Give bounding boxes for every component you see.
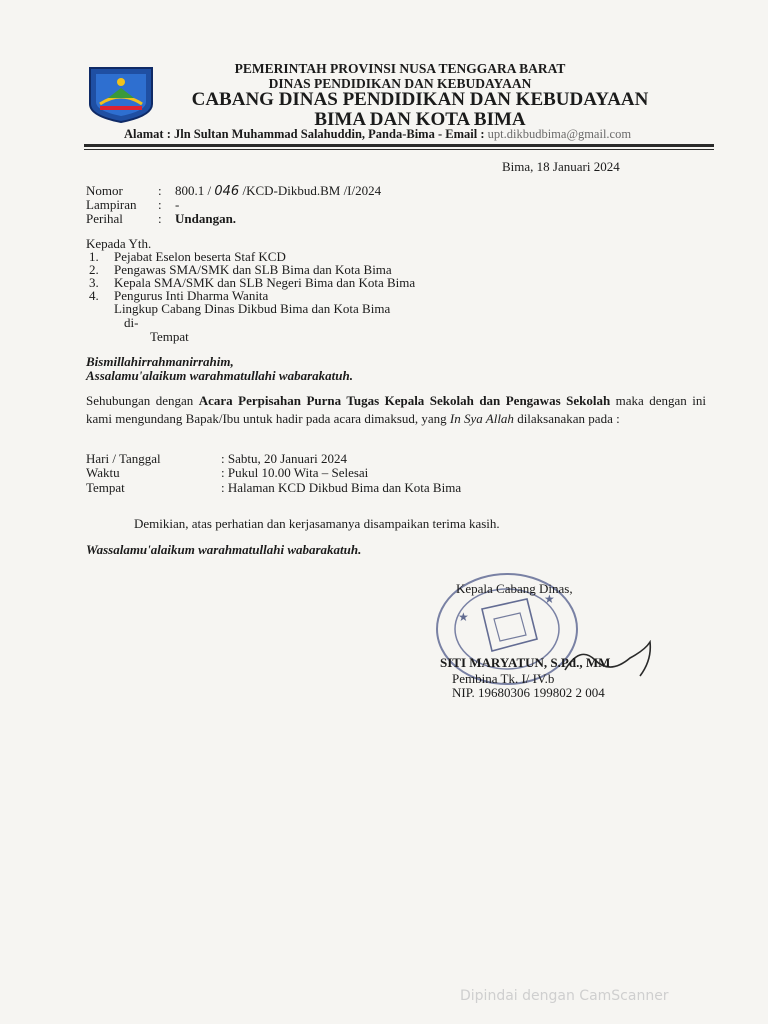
- ntb-province-logo: [86, 64, 156, 124]
- signatory-name: SITI MARYATUN, S.Pd., MM: [440, 655, 611, 670]
- recipient-num: 4.: [89, 288, 99, 303]
- nomor-suffix: /KCD-Dikbud.BM /I/2024: [242, 183, 382, 198]
- svg-text:★: ★: [458, 610, 469, 624]
- recipient-item: Kepala SMA/SMK dan SLB Negeri Bima dan Kota Bima: [114, 275, 416, 290]
- signatory-nip: NIP. 19680306 199802 2 004: [452, 685, 605, 700]
- recipient-num: 3.: [89, 275, 99, 290]
- greeting-salam: Assalamu'alaikum warahmatullahi wabarakatuh.: [86, 368, 353, 383]
- signatory-rank: Pembina Tk. I/ IV.b: [452, 671, 555, 686]
- header-region: BIMA DAN KOTA BIMA: [314, 109, 526, 130]
- nomor-colon: :: [158, 183, 162, 198]
- para-part: maka dengan ini kami mengundang Bapak/Ibu untuk hadir pada acara dimaksud, yang: [86, 393, 706, 426]
- scanner-watermark: Dipindai dengan CamScanner: [460, 988, 669, 1004]
- recipient-heading: Kepada Yth.: [86, 236, 152, 251]
- recipient-item: Pengurus Inti Dharma Wanita: [114, 288, 269, 303]
- nomor-value: [175, 183, 381, 199]
- closing-text: Demikian, atas perhatian dan kerjasamanya disampaikan terima kasih.: [134, 516, 500, 531]
- recipient-tempat: Tempat: [150, 329, 189, 344]
- signatory-title: Kepala Cabang Dinas,: [456, 581, 573, 596]
- perihal-colon: :: [158, 211, 162, 226]
- perihal-label: Perihal: [86, 211, 123, 226]
- address-text: Alamat : Jln Sultan Muhammad Salahuddin, Panda-Bima - Email :: [124, 127, 488, 141]
- event-name: Acara Perpisahan Purna Tugas Kepala Sekolah dan Pengawas Sekolah: [198, 393, 611, 408]
- recipient-item: Pengawas SMA/SMK dan SLB Bima dan Kota Bima: [114, 262, 392, 277]
- insya-allah: In Sya Allah: [449, 411, 514, 426]
- detail-value: : Sabtu, 20 Januari 2024: [221, 451, 348, 466]
- header-branch: CABANG DINAS PENDIDIKAN DAN KEBUDAYAAN: [191, 89, 649, 110]
- recipient-item-continuation: Lingkup Cabang Dinas Dikbud Bima dan Kota Bima: [114, 301, 391, 316]
- recipient-num: 1.: [89, 249, 99, 264]
- recipient-item: Pejabat Eselon beserta Staf KCD: [114, 249, 286, 264]
- detail-label: Waktu: [86, 465, 120, 480]
- farewell-text: Wassalamu'alaikum warahmatullahi wabarakatuh.: [86, 542, 362, 557]
- header-rule-thick: [84, 144, 714, 147]
- lampiran-value: -: [175, 197, 180, 212]
- recipient-num: 2.: [89, 262, 99, 277]
- recipient-di: di-: [124, 315, 139, 330]
- header-address: [124, 127, 631, 142]
- header-agency: DINAS PENDIDIKAN DAN KEBUDAYAAN: [268, 76, 532, 91]
- para-part: dilaksanakan pada :: [513, 411, 620, 426]
- perihal-value: Undangan.: [175, 211, 237, 226]
- svg-text:★: ★: [544, 592, 555, 606]
- email-link[interactable]: upt.dikbudbima@gmail.com: [487, 127, 632, 141]
- header-rule-thin: [84, 149, 714, 150]
- detail-label: Tempat: [86, 480, 125, 495]
- header-province: PEMERINTAH PROVINSI NUSA TENGGARA BARAT: [234, 61, 566, 76]
- invitation-paragraph: [86, 392, 706, 428]
- greeting-bismillah: Bismillahirrahmanirrahim,: [86, 354, 234, 369]
- letter-date: Bima, 18 Januari 2024: [502, 159, 620, 174]
- lampiran-label: Lampiran: [86, 197, 137, 212]
- detail-value: : Pukul 10.00 Wita – Selesai: [221, 465, 369, 480]
- detail-value: : Halaman KCD Dikbud Bima dan Kota Bima: [221, 480, 462, 495]
- nomor-label: Nomor: [86, 183, 123, 198]
- detail-label: Hari / Tanggal: [86, 451, 161, 466]
- lampiran-colon: :: [158, 197, 162, 212]
- para-part: Sehubungan dengan: [86, 393, 199, 408]
- nomor-handwritten: 046: [214, 184, 240, 199]
- nomor-prefix: 800.1 /: [175, 183, 212, 198]
